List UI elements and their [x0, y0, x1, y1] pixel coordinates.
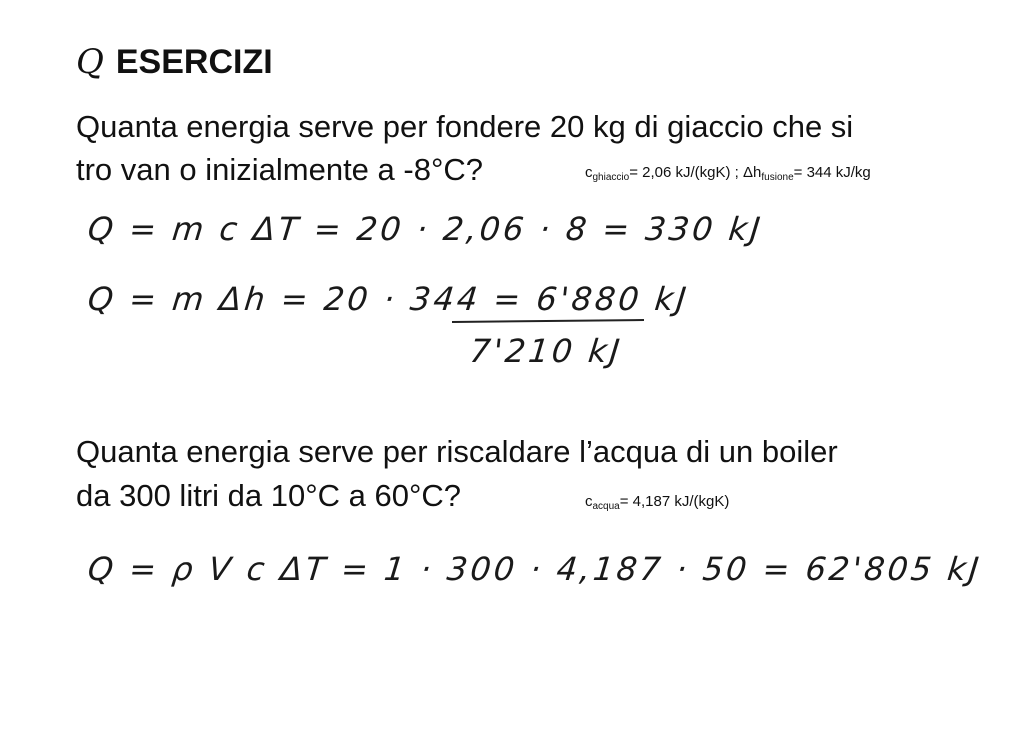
exercise-1-handwritten-total: 7'210 kJ — [468, 332, 625, 370]
exercise-1-handwritten-heating: Q = m c ΔT = 20 · 2,06 · 8 = 330 kJ — [86, 210, 765, 248]
exercise-2-handwritten-solution: Q = ρ V c ΔT = 1 · 300 · 4,187 · 50 = 62'805 kJ — [86, 550, 984, 588]
dh-fusion-subscript: fusione — [761, 172, 794, 183]
exercise-1-question-line-2: tro van o inizialmente a -8°C? — [76, 152, 483, 187]
c-water-symbol: c — [585, 493, 593, 510]
c-ice-value: = 2,06 kJ/(kgK) ; — [629, 164, 739, 181]
c-ice-symbol: c — [585, 164, 593, 181]
c-water-value: = 4,187 kJ/(kgK) — [619, 493, 730, 510]
exercise-1-handwritten-melting: Q = m Δh = 20 · 344 = 6'880 kJ — [86, 280, 691, 318]
q-symbol: Q — [76, 42, 104, 82]
exercise-1-question-line-1: Quanta energia serve per fondere 20 kg di giaccio che si — [76, 109, 854, 144]
exercise-2-question-line-2: da 300 litri da 10°C a 60°C? — [76, 478, 461, 513]
exercise-2-given-data — [585, 492, 729, 517]
dh-fusion-symbol: Δh — [743, 164, 762, 181]
c-water-subscript: acqua — [592, 501, 620, 512]
page-title — [76, 40, 273, 84]
sum-line — [452, 319, 644, 323]
dh-fusion-value: = 344 kJ/kg — [793, 164, 871, 181]
title-text: ESERCIZI — [115, 43, 273, 81]
c-ice-subscript: ghiaccio — [592, 172, 630, 183]
exercise-1-given-data — [585, 163, 871, 188]
exercise-2-question-line-1: Quanta energia serve per riscaldare l’acqua di un boiler — [76, 434, 838, 469]
